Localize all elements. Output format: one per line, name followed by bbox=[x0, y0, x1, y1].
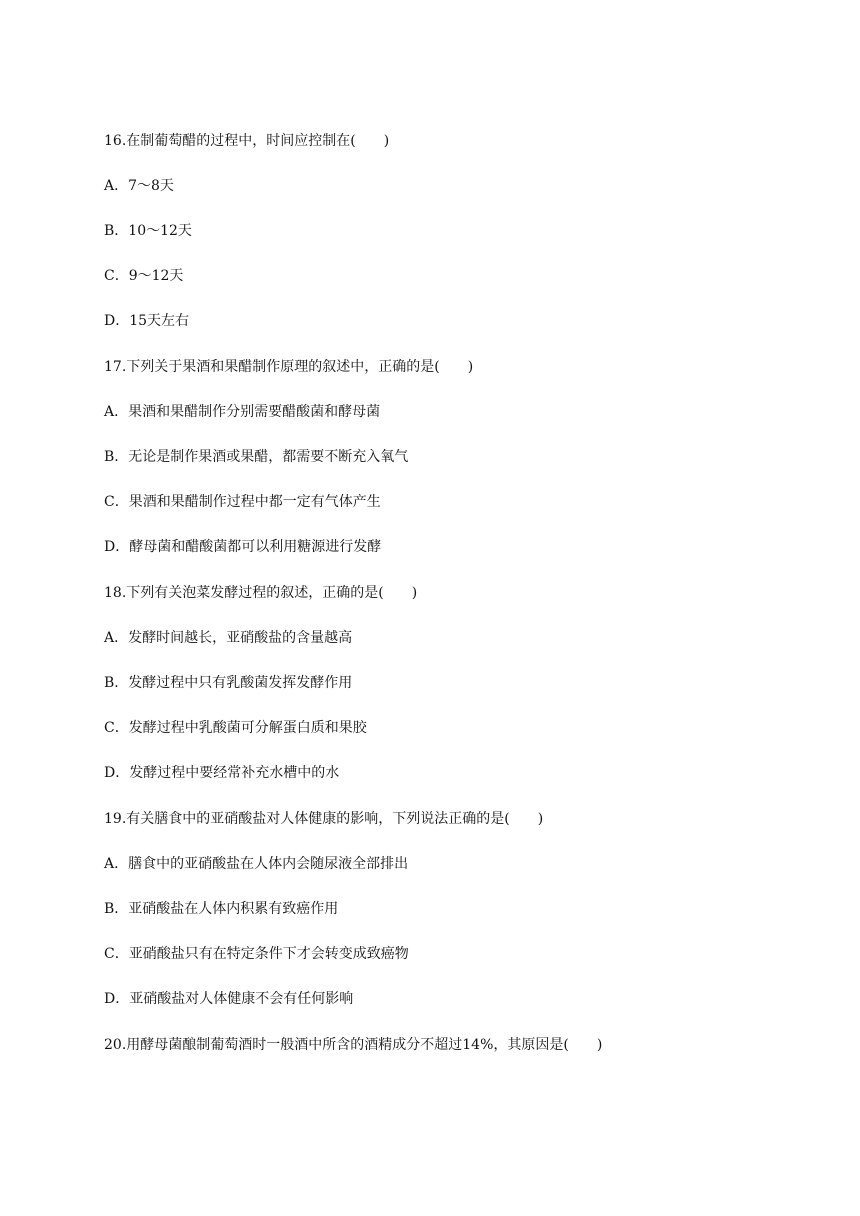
question-19-option-b: B．亚硝酸盐在人体内积累有致癌作用 bbox=[104, 901, 339, 917]
question-18-option-d: D．发酵过程中要经常补充水槽中的水 bbox=[104, 765, 340, 781]
question-16-option-b: B．10～12天 bbox=[104, 223, 192, 239]
question-17-option-c: C．果酒和果醋制作过程中都一定有气体产生 bbox=[104, 494, 381, 510]
question-16-option-a: A．7～8天 bbox=[104, 178, 174, 194]
question-18-option-c: C．发酵过程中乳酸菌可分解蛋白质和果胶 bbox=[104, 720, 367, 736]
question-17-option-b: B．无论是制作果酒或果醋，都需要不断充入氧气 bbox=[104, 449, 409, 465]
question-17-option-a: A．果酒和果醋制作分别需要醋酸菌和酵母菌 bbox=[104, 404, 381, 420]
question-17-stem: 17.下列关于果酒和果醋制作原理的叙述中，正确的是( ) bbox=[104, 359, 474, 375]
question-16-stem: 16.在制葡萄醋的过程中，时间应控制在( ) bbox=[104, 133, 390, 149]
question-16-option-c: C．9～12天 bbox=[104, 268, 184, 284]
question-18-option-b: B．发酵过程中只有乳酸菌发挥发酵作用 bbox=[104, 675, 353, 691]
question-20-stem: 20.用酵母菌酿制葡萄酒时一般酒中所含的酒精成分不超过14%，其原因是( ) bbox=[104, 1037, 603, 1053]
question-18-stem: 18.下列有关泡菜发酵过程的叙述，正确的是( ) bbox=[104, 585, 418, 601]
question-19-option-a: A．膳食中的亚硝酸盐在人体内会随尿液全部排出 bbox=[104, 856, 409, 872]
question-19-option-d: D．亚硝酸盐对人体健康不会有任何影响 bbox=[104, 991, 354, 1007]
question-16-option-d: D．15天左右 bbox=[104, 313, 190, 329]
question-19-option-c: C．亚硝酸盐只有在特定条件下才会转变成致癌物 bbox=[104, 946, 409, 962]
question-19-stem: 19.有关膳食中的亚硝酸盐对人体健康的影响，下列说法正确的是( ) bbox=[104, 811, 544, 827]
question-18-option-a: A．发酵时间越长，亚硝酸盐的含量越高 bbox=[104, 630, 353, 646]
question-17-option-d: D．酵母菌和醋酸菌都可以利用糖源进行发酵 bbox=[104, 539, 382, 555]
